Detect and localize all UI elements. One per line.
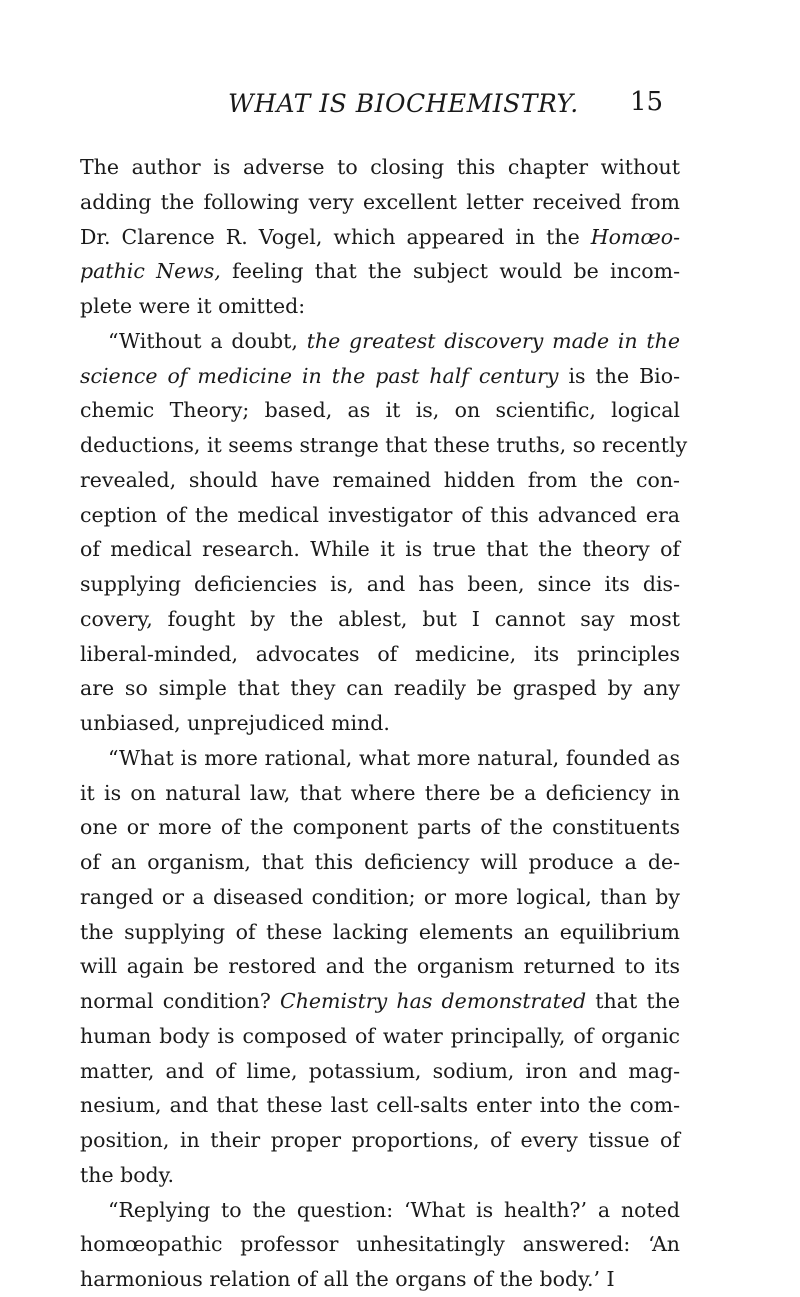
body-text	[80, 150, 688, 1297]
text-line	[80, 602, 680, 637]
text-line	[80, 845, 680, 880]
text-run: one or more of the component parts of the constituents	[80, 815, 680, 840]
text-run: unbiased, unprejudiced mind.	[80, 711, 390, 735]
text-run: revealed, should have remained hidden from the con-	[80, 467, 680, 492]
text-line	[80, 1123, 680, 1158]
text-run: ranged or a diseased condition; or more logical, than by	[80, 884, 680, 909]
text-run: “Replying to the question: ‘What is health?’ a noted	[108, 1197, 680, 1222]
text-run: The author is adverse to closing this chapter without	[80, 155, 680, 179]
text-run: harmonious relation of all the organs of the body.’ I	[80, 1267, 615, 1291]
text-line	[80, 289, 680, 324]
text-line	[80, 741, 680, 776]
text-line	[80, 637, 680, 672]
text-line	[80, 463, 680, 498]
text-run: that the	[586, 989, 680, 1013]
text-line	[80, 220, 680, 255]
text-run: feeling that the subject would be incom-	[220, 259, 681, 284]
italic-run: the greatest discovery made in the	[306, 328, 680, 353]
text-run: are so simple that they can readily be grasped by any	[80, 676, 680, 701]
page-number: 15	[630, 87, 664, 117]
text-line	[80, 393, 680, 428]
text-run: adding the following very excellent letter received from	[80, 189, 680, 214]
text-line	[80, 324, 680, 359]
text-run: “Without a doubt,	[108, 328, 307, 353]
text-line	[80, 949, 680, 984]
text-run: normal condition?	[80, 989, 281, 1013]
text-line	[80, 1088, 680, 1123]
text-line	[80, 810, 680, 845]
text-line	[80, 880, 680, 915]
italic-run: Chemistry has demonstrated	[280, 989, 587, 1013]
text-line	[80, 1262, 680, 1297]
text-run: deductions, it seems strange that these truths, so recently	[80, 433, 688, 457]
text-line	[80, 532, 680, 567]
text-line	[80, 915, 680, 950]
text-run: is the Bio-	[558, 363, 680, 388]
text-line	[80, 984, 680, 1019]
text-line	[80, 1158, 680, 1193]
text-line	[80, 185, 680, 220]
text-run: nesium, and that these last cell-salts enter into the com-	[80, 1093, 680, 1118]
running-head: WHAT IS BIOCHEMISTRY.	[228, 89, 579, 118]
text-line	[80, 1227, 680, 1262]
text-run: plete were it omitted:	[80, 294, 306, 318]
text-run: of an organism, that this deficiency will produce a de-	[80, 850, 680, 874]
text-run: will again be restored and the organism returned to its	[80, 954, 680, 979]
text-line	[80, 1054, 680, 1089]
text-run: homœopathic professor unhesitatingly answered: ‘An	[80, 1232, 680, 1257]
text-run: position, in their proper proportions, of every tissue of	[80, 1128, 680, 1152]
text-run: “What is more rational, what more natural, founded as	[108, 745, 680, 770]
text-run: covery, fought by the ablest, but I cannot say most	[80, 606, 680, 631]
text-run: liberal-minded, advocates of medicine, its principles	[80, 641, 680, 666]
text-run: the body.	[80, 1162, 175, 1187]
text-line	[80, 254, 680, 289]
page-header	[0, 85, 800, 125]
text-line	[80, 567, 680, 602]
text-run: of medical research. While it is true that the theory of	[80, 537, 680, 562]
text-run: chemic Theory; based, as it is, on scientific, logical	[80, 398, 680, 423]
text-line	[80, 1193, 680, 1228]
text-line	[80, 498, 680, 533]
text-run: Dr. Clarence R. Vogel, which appeared in the	[80, 224, 591, 249]
text-line	[80, 776, 680, 811]
italic-run: Homœo-	[590, 224, 680, 249]
text-line	[80, 428, 688, 463]
text-run: ception of the medical investigator of this advanced era	[80, 502, 680, 527]
text-run: the supplying of these lacking elements an equilibrium	[80, 919, 680, 944]
text-line	[80, 150, 680, 185]
italic-run: pathic News,	[80, 259, 221, 284]
text-run: matter, and of lime, potassium, sodium, iron and mag-	[80, 1058, 680, 1083]
text-run: human body is composed of water principally, of organic	[80, 1023, 680, 1048]
text-line	[80, 706, 680, 741]
text-line	[80, 671, 680, 706]
text-line	[80, 1019, 680, 1054]
text-run: supplying deficiencies is, and has been, since its dis-	[80, 572, 680, 596]
text-run: it is on natural law, that where there be a deficiency in	[80, 780, 680, 805]
italic-run: science of medicine in the past half century	[80, 363, 559, 388]
text-line	[80, 359, 680, 394]
